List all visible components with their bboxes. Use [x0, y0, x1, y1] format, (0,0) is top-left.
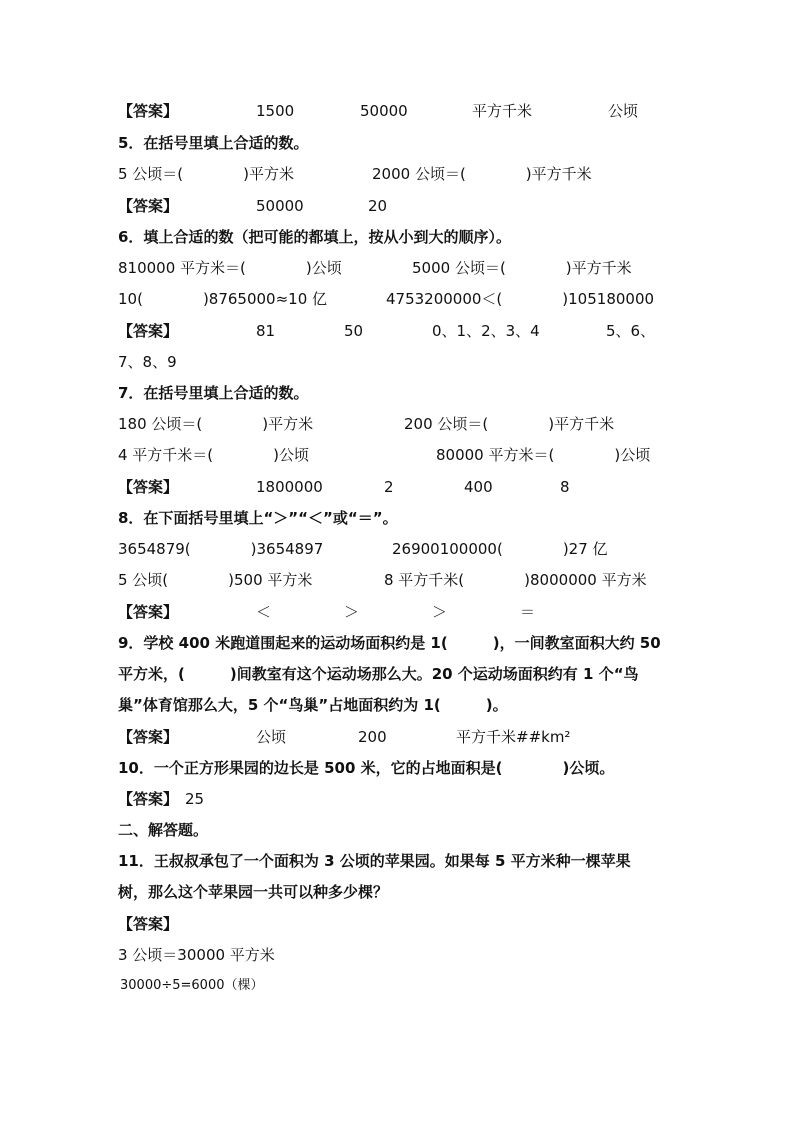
answer-value: 平方千米 — [472, 102, 533, 120]
question-11-line — [0, 850, 794, 872]
answer-value: 7、8、9 — [118, 353, 177, 371]
question-8-line — [0, 538, 794, 560]
answer-value: 2 — [384, 478, 394, 496]
answer-9 — [0, 726, 794, 748]
question-text: 8．在下面括号里填上“＞”“＜”或“＝”。 — [118, 509, 398, 527]
question-text: 10．一个正方形果园的边长是 500 米，它的占地面积是( )公顷。 — [118, 759, 615, 777]
question-text: 7．在括号里填上合适的数。 — [118, 384, 309, 402]
question-9-line — [0, 663, 794, 685]
answer-value: ＞ — [432, 603, 448, 621]
answer-tag: 【答案】 — [118, 728, 179, 746]
section-heading — [0, 819, 794, 841]
question-text: 5000 公顷＝( )平方千米 — [412, 259, 632, 277]
answer-value: 200 — [358, 728, 387, 746]
question-9-line — [0, 694, 794, 716]
answer-value: ＝ — [520, 603, 536, 621]
question-text: 平方米，( )间教室有这个运动场那么大。20 个运动场面积约有 1 个“鸟 — [118, 665, 639, 683]
question-text: 5 公顷＝( )平方米 — [118, 165, 295, 183]
answer-10 — [0, 788, 794, 810]
answer-value: 20 — [368, 197, 388, 215]
question-8-title — [0, 507, 794, 529]
question-11-line — [0, 881, 794, 903]
answer-8 — [0, 601, 794, 623]
question-10 — [0, 757, 794, 779]
question-text: 5 公顷( )500 平方米 — [118, 571, 313, 589]
question-text: 树，那么这个苹果园一共可以种多少棵？ — [118, 883, 389, 901]
answer-value: 50000 — [360, 102, 408, 120]
question-text: 6．填上合适的数（把可能的都填上，按从小到大的顺序）。 — [118, 228, 511, 246]
question-6-title — [0, 226, 794, 248]
question-text: 9．学校 400 米跑道围起来的运动场面积约是 1( )，一间教室面积大约 50 — [118, 634, 661, 652]
answer-value: 0、1、2、3、4 — [432, 322, 540, 340]
answer-tag: 【答案】 — [118, 915, 179, 933]
answer-value: 平方千米##km² — [456, 728, 571, 746]
question-5-line — [0, 163, 794, 185]
question-8-line — [0, 569, 794, 591]
answer-4 — [0, 100, 794, 122]
answer-value: 81 — [256, 322, 276, 340]
question-text: 4 平方千米＝( )公顷 — [118, 446, 310, 464]
answer-5 — [0, 195, 794, 217]
question-text: 2000 公顷＝( )平方千米 — [372, 165, 592, 183]
question-text: 3654879( )3654897 — [118, 540, 324, 558]
solution-step — [0, 975, 794, 997]
question-text: 巢”体育馆那么大，5 个“鸟巢”占地面积约为 1( )。 — [118, 696, 508, 714]
answer-value: 400 — [464, 478, 493, 496]
answer-tag: 【答案】 — [118, 478, 179, 496]
answer-6 — [0, 320, 794, 342]
answer-value: 公顷 — [608, 102, 639, 120]
question-6-line — [0, 257, 794, 279]
question-text: 810000 平方米＝( )公顷 — [118, 259, 342, 277]
question-text: 200 公顷＝( )平方千米 — [404, 415, 615, 433]
answer-value: 50 — [344, 322, 364, 340]
answer-7 — [0, 476, 794, 498]
question-7-line — [0, 444, 794, 466]
answer-value: ＜ — [256, 603, 272, 621]
answer-value: 8 — [560, 478, 570, 496]
section-title: 二、解答题。 — [118, 821, 209, 839]
answer-value: 公顷 — [256, 728, 287, 746]
answer-value: 5、6、 — [606, 322, 656, 340]
answer-tag: 【答案】 — [118, 790, 179, 808]
question-7-line — [0, 413, 794, 435]
question-text: 80000 平方米＝( )公顷 — [436, 446, 651, 464]
solution-text: 3 公顷＝30000 平方米 — [118, 946, 275, 964]
question-7-title — [0, 382, 794, 404]
answer-tag: 【答案】 — [118, 322, 179, 340]
question-text: 26900100000( )27 亿 — [392, 540, 608, 558]
answer-value: 50000 — [256, 197, 304, 215]
question-text: 5．在括号里填上合适的数。 — [118, 134, 309, 152]
question-text: 4753200000＜( )105180000 — [386, 290, 655, 308]
answer-tag: 【答案】 — [118, 102, 179, 120]
question-text: 11．王叔叔承包了一个面积为 3 公顷的苹果园。如果每 5 平方米种一棵苹果 — [118, 852, 631, 870]
question-text: 10( )8765000≈10 亿 — [118, 290, 328, 308]
question-text: 8 平方千米( )8000000 平方米 — [384, 571, 647, 589]
answer-value: 25 — [185, 790, 205, 808]
answer-6-cont — [0, 351, 794, 373]
solution-text: 30000÷5=6000（棵） — [120, 978, 264, 993]
answer-value: ＞ — [344, 603, 360, 621]
question-5-title — [0, 132, 794, 154]
solution-step — [0, 944, 794, 966]
question-9-line — [0, 632, 794, 654]
answer-value: 1500 — [256, 102, 295, 120]
answer-value: 1800000 — [256, 478, 323, 496]
answer-tag: 【答案】 — [118, 603, 179, 621]
question-6-line — [0, 288, 794, 310]
question-text: 180 公顷＝( )平方米 — [118, 415, 314, 433]
answer-11 — [0, 913, 794, 935]
answer-tag: 【答案】 — [118, 197, 179, 215]
